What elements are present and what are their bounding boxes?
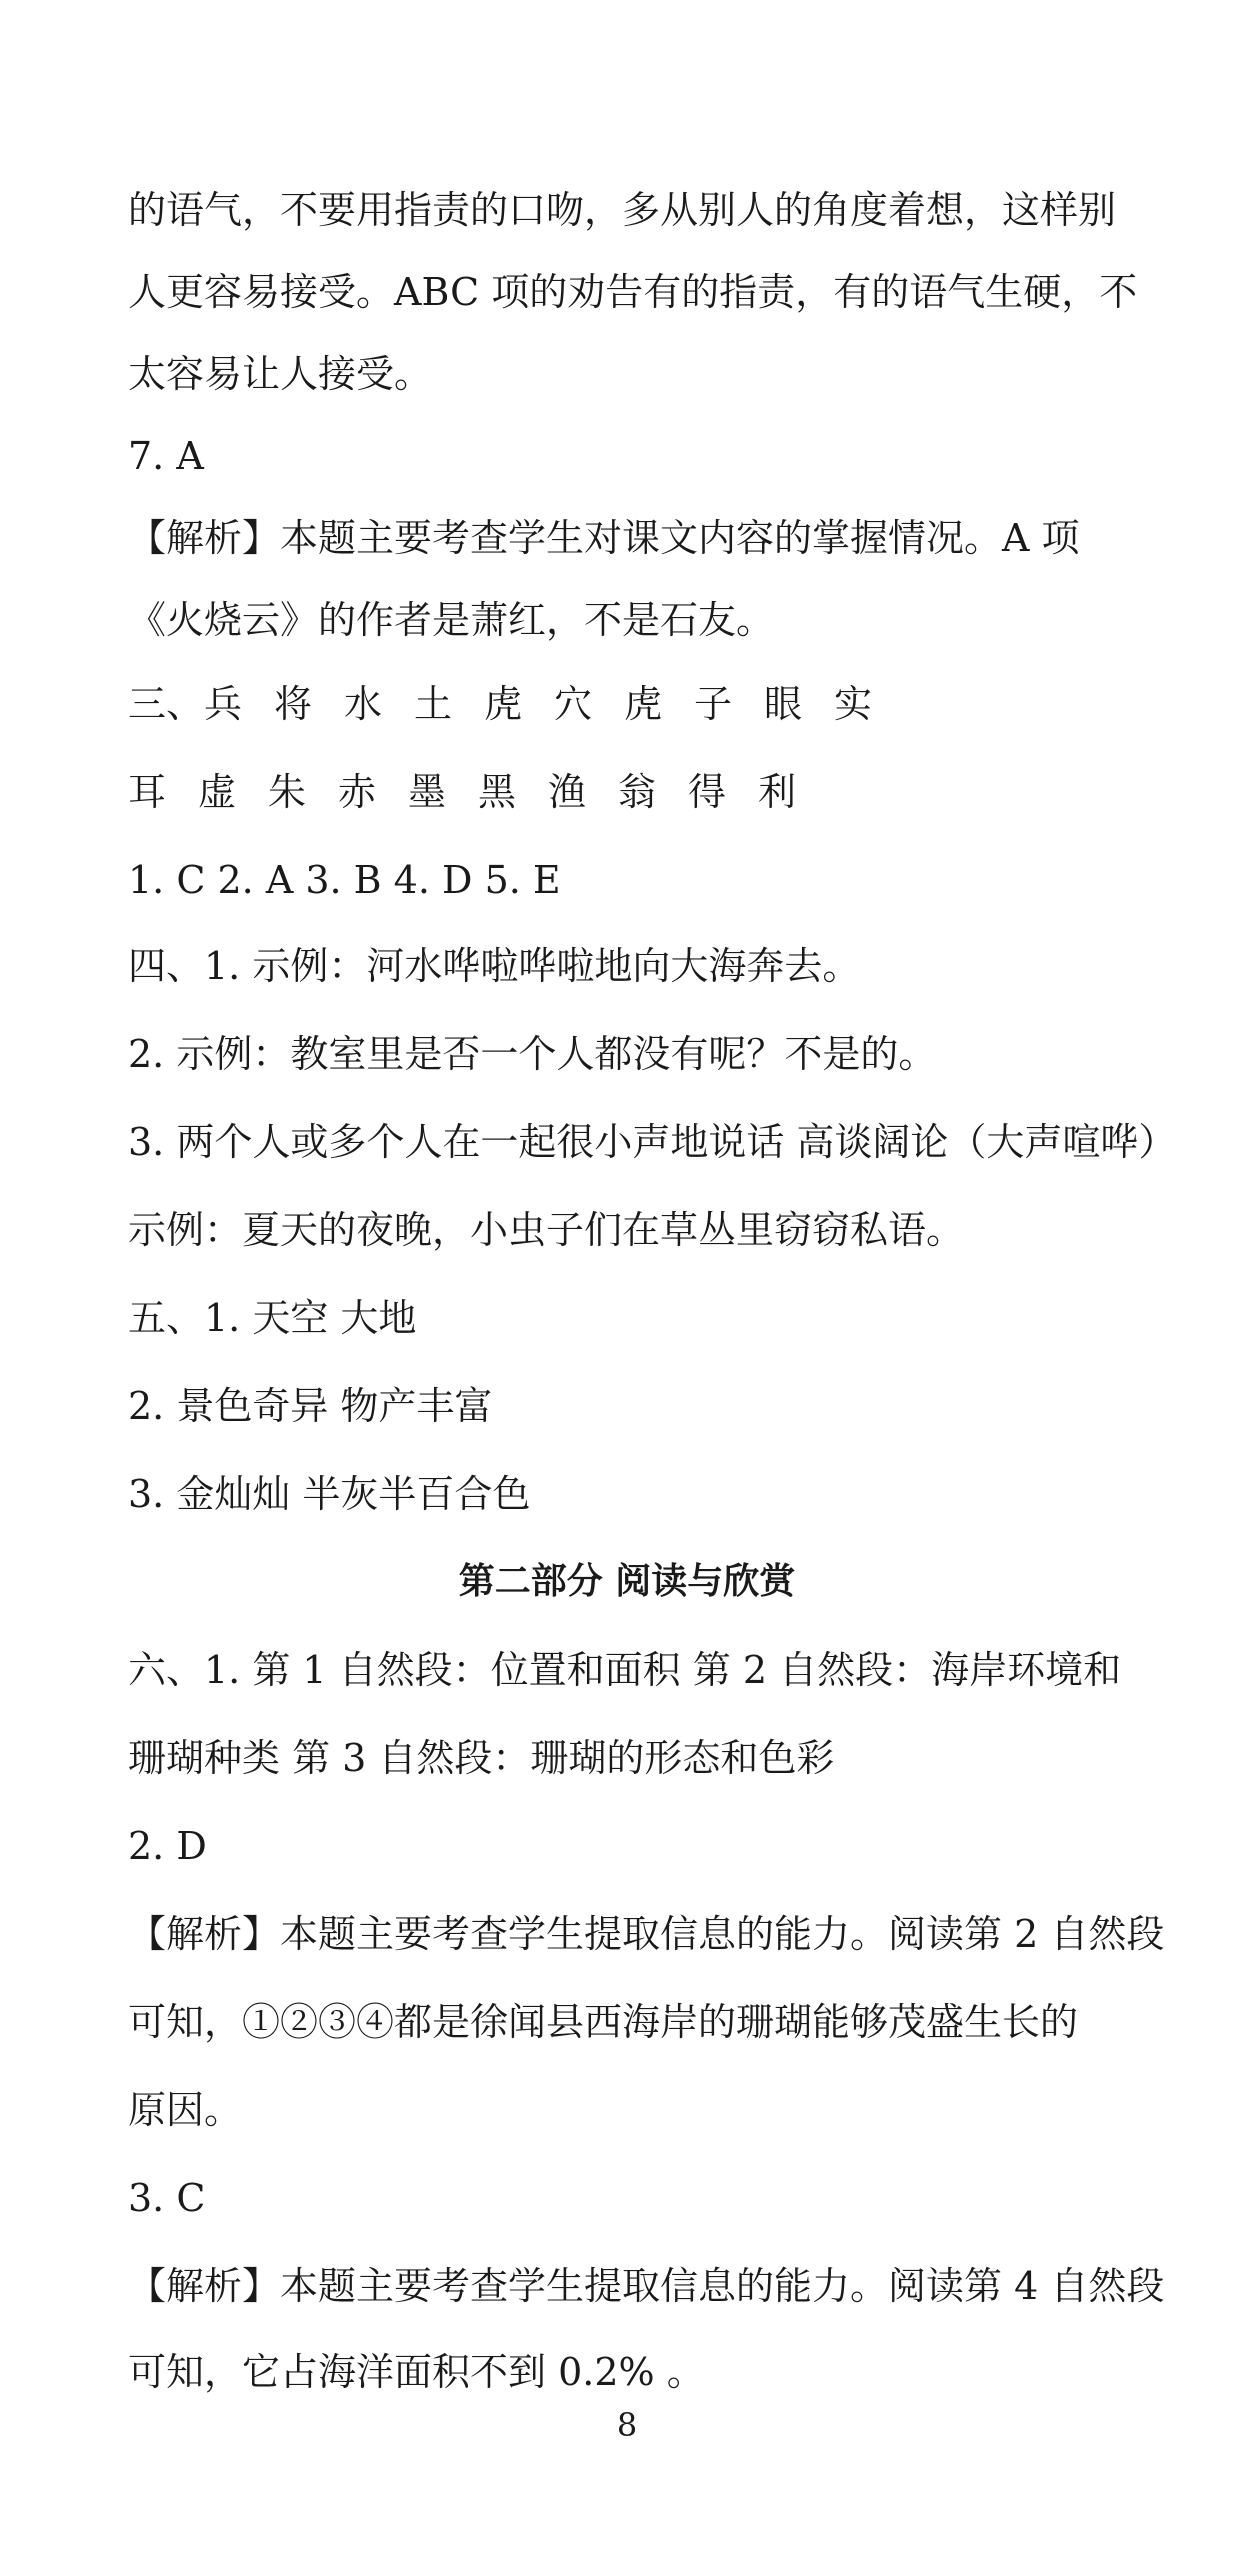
section-6-item-2: 2. D <box>128 1824 207 1868</box>
text-line-1: 的语气，不要用指责的口吻，多从别人的角度着想，这样别 <box>128 188 1117 232</box>
char-cell: 得 <box>688 770 727 814</box>
section-3-answers: 1. C 2. A 3. B 4. D 5. E <box>128 858 561 902</box>
char-cell: 兵 <box>204 682 243 726</box>
char-cell: 虎 <box>484 682 523 726</box>
analysis-6-3-line-2: 可知，它占海洋面积不到 0.2% 。 <box>128 2350 705 2394</box>
char-cell: 将 <box>274 682 313 726</box>
char-cell: 水 <box>344 682 383 726</box>
char-cell: 渔 <box>548 770 587 814</box>
section-4-item-1: 四、1. 示例：河水哗啦哗啦地向大海奔去。 <box>128 944 861 988</box>
char-cell: 翁 <box>618 770 657 814</box>
page-number: 8 <box>616 2406 638 2444</box>
char-cell: 利 <box>758 770 797 814</box>
section-6-item-1-line-2: 珊瑚种类 第 3 自然段：珊瑚的形态和色彩 <box>128 1736 835 1780</box>
section-4-item-2: 2. 示例：教室里是否一个人都没有呢？不是的。 <box>128 1032 937 1076</box>
char-cell: 实 <box>834 682 873 726</box>
char-cell: 朱 <box>268 770 307 814</box>
section-3-char-row-2 <box>128 768 828 816</box>
analysis-7-line-2: 《火烧云》的作者是萧红，不是石友。 <box>128 598 775 642</box>
char-cell: 虎 <box>624 682 663 726</box>
char-cell: 眼 <box>764 682 803 726</box>
char-cell: 耳 <box>128 770 167 814</box>
section-5-item-3: 3. 金灿灿 半灰半百合色 <box>128 1472 531 1516</box>
text-line-3: 太容易让人接受。 <box>128 352 433 396</box>
analysis-6-2-line-2: 可知，①②③④都是徐闻县西海岸的珊瑚能够茂盛生长的 <box>128 2000 1079 2044</box>
char-cell: 墨 <box>408 770 447 814</box>
analysis-6-2-line-3: 原因。 <box>128 2088 243 2132</box>
char-cell: 赤 <box>338 770 377 814</box>
char-cell: 黑 <box>478 770 517 814</box>
section-5-item-2: 2. 景色奇异 物产丰富 <box>128 1384 493 1428</box>
section-3-label: 三、 <box>128 682 205 726</box>
char-cell: 虚 <box>198 770 237 814</box>
answer-7: 7. A <box>128 434 204 478</box>
section-4-item-3-example: 示例：夏天的夜晚，小虫子们在草丛里窃窃私语。 <box>128 1208 965 1252</box>
analysis-7-line-1: 【解析】本题主要考查学生对课文内容的掌握情况。A 项 <box>128 516 1080 560</box>
analysis-6-3-line-1: 【解析】本题主要考查学生提取信息的能力。阅读第 4 自然段 <box>128 2264 1165 2308</box>
section-3-char-row-1 <box>128 680 904 728</box>
section-title: 第二部分 阅读与欣赏 <box>458 1561 796 1602</box>
text-line-2: 人更容易接受。ABC 项的劝告有的指责，有的语气生硬，不 <box>128 270 1138 314</box>
analysis-6-2-line-1: 【解析】本题主要考查学生提取信息的能力。阅读第 2 自然段 <box>128 1912 1165 1956</box>
section-5-item-1: 五、1. 天空 大地 <box>128 1296 417 1340</box>
section-6-item-3: 3. C <box>128 2176 206 2220</box>
section-6-item-1-line-1: 六、1. 第 1 自然段：位置和面积 第 2 自然段：海岸环境和 <box>128 1648 1122 1692</box>
char-cell: 子 <box>694 682 733 726</box>
char-cell: 土 <box>414 682 453 726</box>
char-cell: 穴 <box>554 682 593 726</box>
section-4-item-3: 3. 两个人或多个人在一起很小声地说话 高谈阔论（大声喧哗） <box>128 1120 1177 1164</box>
